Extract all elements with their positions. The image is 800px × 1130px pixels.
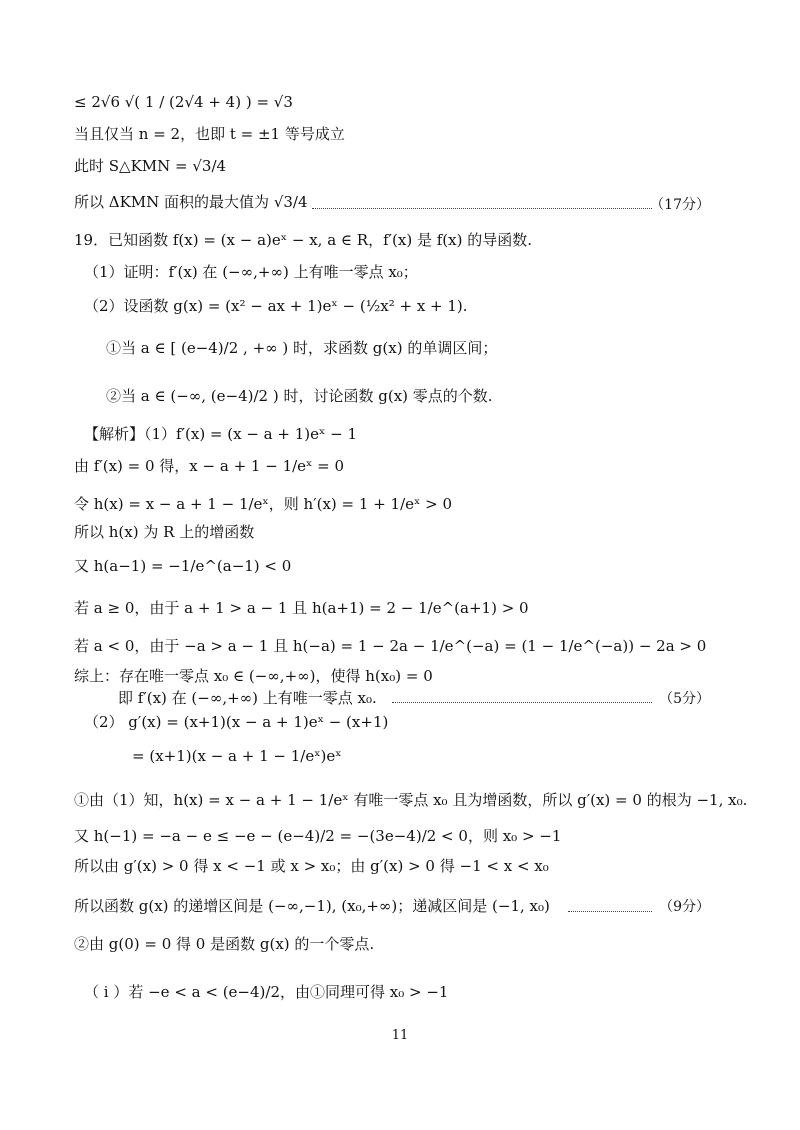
- solution-line: 所以函数 g(x) 的递增区间是 (−∞,−1), (x₀,+∞)；递减区间是 (−1, x₀): [74, 897, 550, 915]
- solution-line: 所以 ΔKMN 面积的最大值为 √3/4: [74, 193, 308, 211]
- score-marker: （5分）: [659, 691, 710, 707]
- solution-line: ①由（1）知，h(x) = x − a + 1 − 1/eˣ 有唯一零点 x₀ 且为增函数，所以 g′(x) = 0 的根为 −1, x₀.: [74, 791, 748, 809]
- solution-line: 若 a < 0，由于 −a > a − 1 且 h(−a) = 1 − 2a − 1/e^(−a) = (1 − 1/e^(−a)) − 2a > 0: [74, 637, 707, 655]
- solution-line: 所以 h(x) 为 R 上的增函数: [74, 523, 255, 541]
- problem-statement: 19．已知函数 f(x) = (x − a)eˣ − x, a ∈ R，f′(x) 是 f(x) 的导函数.: [74, 231, 533, 249]
- solution-line: 令 h(x) = x − a + 1 − 1/eˣ，则 h′(x) = 1 + 1/eˣ > 0: [74, 495, 453, 513]
- page-number: 11: [391, 1028, 409, 1043]
- solution-line: = (x+1)(x − a + 1 − 1/eˣ)eˣ: [132, 747, 342, 765]
- solution-line: （2） g′(x) = (x+1)(x − a + 1)eˣ − (x+1): [84, 713, 389, 731]
- dot-leader: [568, 911, 652, 912]
- solution-line: 又 h(−1) = −a − e ≤ −e − (e−4)/2 = −(3e−4)/2 < 0，则 x₀ > −1: [74, 827, 562, 845]
- problem-part: （2）设函数 g(x) = (x² − ax + 1)eˣ − (½x² + x + 1).: [84, 297, 468, 315]
- solution-line: 即 f′(x) 在 (−∞,+∞) 上有唯一零点 x₀.: [118, 689, 377, 707]
- solution-heading: 【解析】（1）f′(x) = (x − a + 1)eˣ − 1: [84, 425, 358, 443]
- solution-line: 当且仅当 n = 2，也即 t = ±1 等号成立: [74, 125, 345, 143]
- solution-line: 由 f′(x) = 0 得，x − a + 1 − 1/eˣ = 0: [74, 457, 345, 475]
- solution-line: （ i ）若 −e < a < (e−4)/2，由①同理可得 x₀ > −1: [84, 983, 449, 1001]
- solution-line: ≤ 2√6 √( 1 / (2√4 + 4) ) = √3: [74, 93, 293, 111]
- solution-line: 又 h(a−1) = −1/e^(a−1) < 0: [74, 557, 292, 575]
- score-marker: （17分）: [650, 197, 710, 213]
- score-marker: （9分）: [659, 899, 710, 915]
- dot-leader: [392, 702, 652, 703]
- problem-subpart: ②当 a ∈ (−∞, (e−4)/2 ) 时，讨论函数 g(x) 零点的个数.: [106, 387, 493, 405]
- dot-leader: [312, 208, 652, 209]
- solution-line: 此时 S△KMN = √3/4: [74, 157, 227, 175]
- solution-line: 若 a ≥ 0，由于 a + 1 > a − 1 且 h(a+1) = 2 − 1/e^(a+1) > 0: [74, 599, 529, 617]
- solution-line: 所以由 g′(x) > 0 得 x < −1 或 x > x₀；由 g′(x) > 0 得 −1 < x < x₀: [74, 857, 549, 875]
- problem-subpart: ①当 a ∈ [ (e−4)/2 , +∞ ) 时，求函数 g(x) 的单调区间；: [106, 339, 498, 357]
- solution-line: 综上：存在唯一零点 x₀ ∈ (−∞,+∞)，使得 h(x₀) = 0: [74, 667, 433, 685]
- problem-part: （1）证明：f′(x) 在 (−∞,+∞) 上有唯一零点 x₀；: [84, 263, 418, 281]
- solution-line: ②由 g(0) = 0 得 0 是函数 g(x) 的一个零点.: [74, 935, 375, 953]
